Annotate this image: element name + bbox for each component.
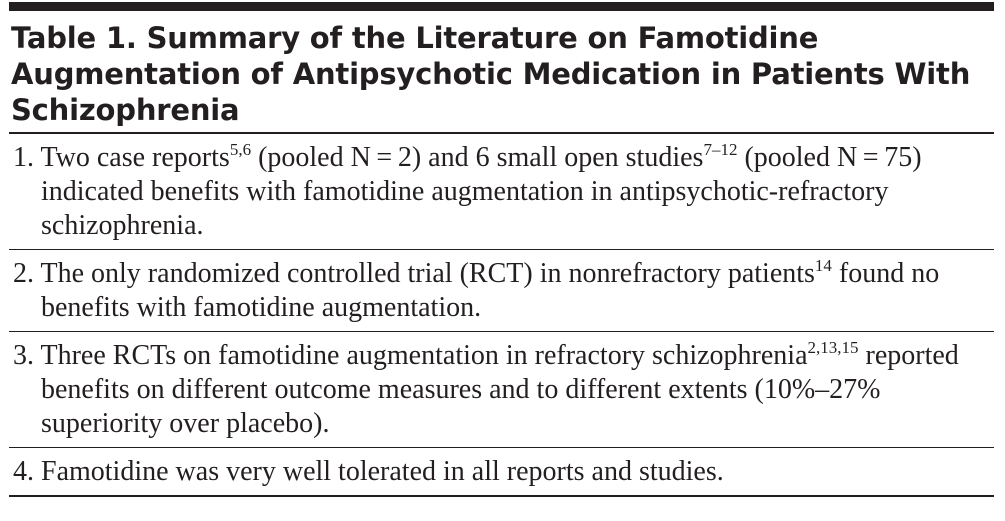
summary-table (9, 0, 994, 497)
item-text: found no benefits with famotidine augmentation. (41, 258, 940, 323)
list-item-4 (9, 448, 994, 497)
list-item-3 (9, 332, 994, 448)
item-text: (pooled N = 2) and 6 small open studies (251, 142, 704, 173)
item-number: 4. (13, 456, 34, 487)
item-text: (pooled N = 75) indicated benefits with famotidine augmentation in antipsychotic-refractory schizophrenia. (41, 142, 922, 241)
item-number: 3. (13, 340, 34, 371)
item-number: 1. (13, 142, 34, 173)
item-text: The only randomized controlled trial (RCT) in nonrefractory patients (40, 258, 815, 289)
item-text: Three RCTs on famotidine augmentation in refractory schizophrenia (40, 340, 808, 371)
top-rule (9, 2, 994, 11)
list-item-1 (9, 134, 994, 250)
list-item-2 (9, 250, 994, 332)
citation: 7–12 (703, 139, 738, 159)
item-text: Famotidine was very well tolerated in all reports and studies. (41, 456, 724, 487)
citation: 5,6 (229, 139, 252, 159)
table-title: Table 1. Summary of the Literature on Famotidine Augmentation of Antipsychotic Medication in Patients With Schizophrenia (11, 21, 971, 127)
item-number: 2. (13, 258, 34, 289)
citation: 2,13,15 (807, 337, 859, 357)
item-text: reported benefits on different outcome measures and to different extents (10%–27% superiority over placebo). (41, 340, 959, 439)
item-text: Two case reports (40, 142, 230, 173)
citation: 14 (814, 255, 832, 275)
summary-list (9, 134, 994, 497)
